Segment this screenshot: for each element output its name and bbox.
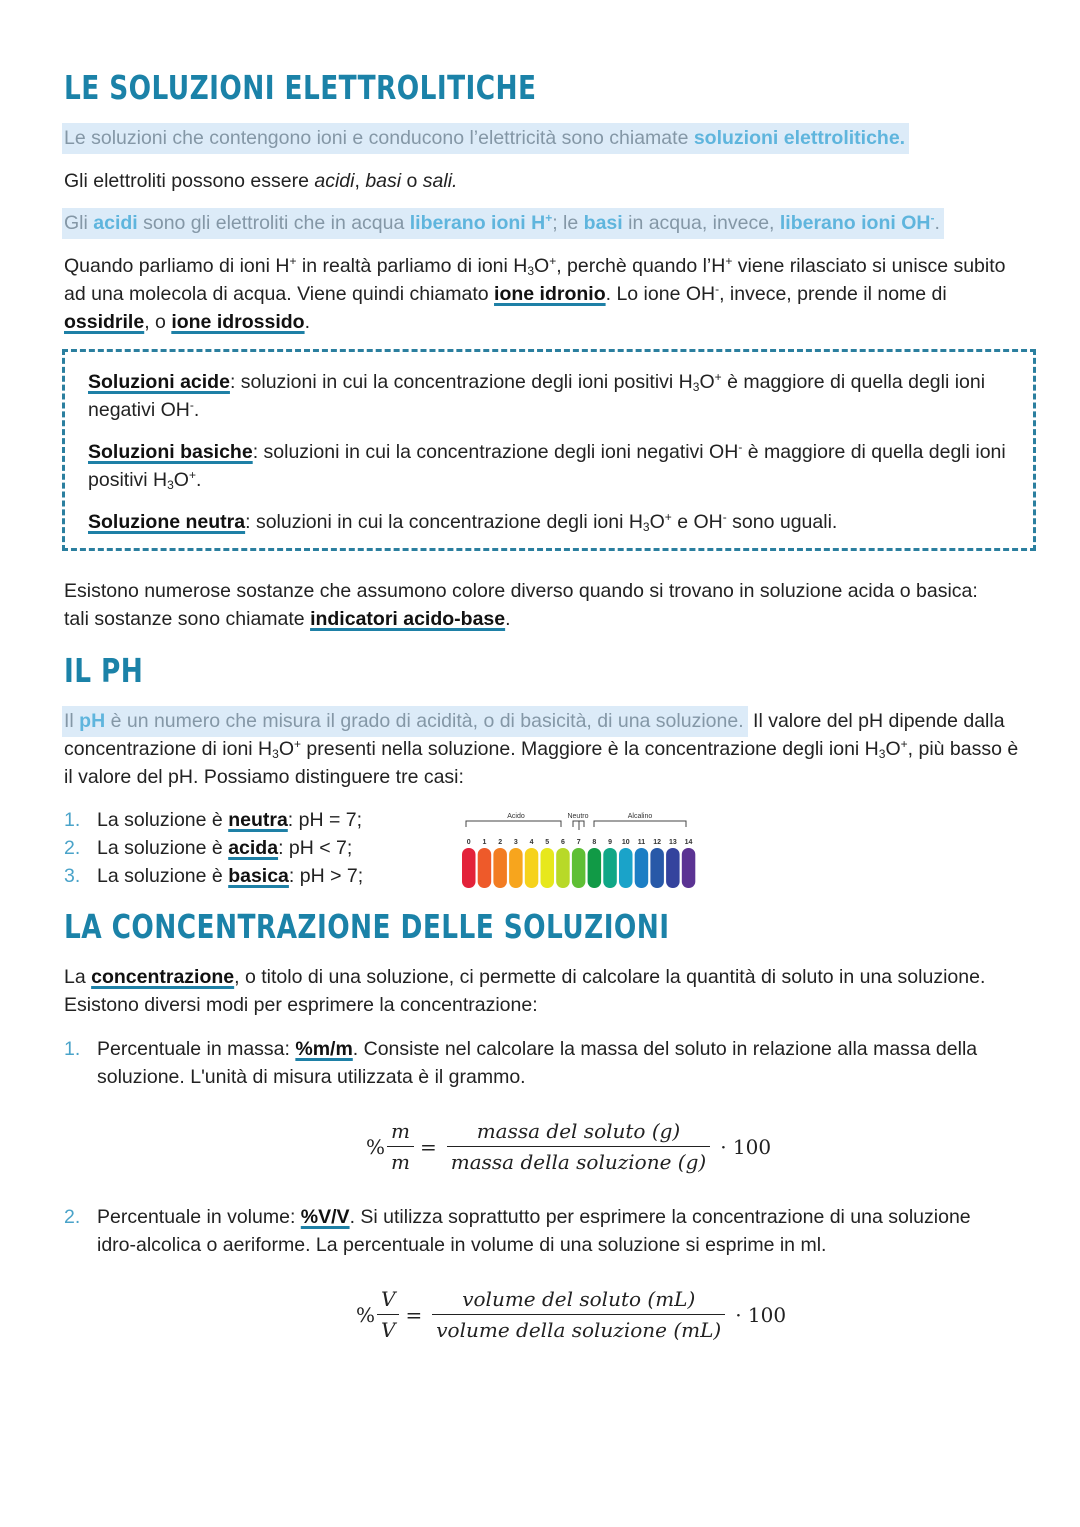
ph-tube (478, 848, 492, 888)
ph-number: 13 (668, 839, 677, 846)
formula-percentuale-volume: % $\frac{V}{V}$ = $\frac{\text{volume del soluto (mL)}}{\text{volume della soluzione (mL)}}$ · 100 (356, 1287, 787, 1342)
paragraph-concentrazione: La concentrazione, o titolo di una soluzione, ci permette di calcolare la quantità di soluto in una soluzione. Esistono diversi modi per esprimere la concentrazione: (64, 966, 986, 1016)
definition-soluzioni-basiche: Soluzioni basiche: soluzioni in cui la concentrazione degli ioni negativi OH- è maggiore di quella degli ioni positivi $H_3O^+$. (88, 440, 1006, 492)
ph-label-acido: Acido (507, 813, 525, 820)
list-item-percentuale-volume: 2. Percentuale in volume: %V/V. Si utilizza soprattutto per esprimere la concentrazione di una soluzione idro-alcolica o aeriforme. La percentuale in volume di una soluzione si esprime in ml. (64, 1206, 971, 1256)
ph-number: 12 (653, 839, 662, 846)
ph-number: 10 (621, 839, 630, 846)
ph-tube (650, 848, 664, 888)
ph-tube (525, 848, 539, 888)
term-ione-idronio: ione idronio (494, 283, 606, 305)
term-concentrazione: concentrazione (91, 966, 235, 988)
paragraph-indicatori: Esistono numerose sostanze che assumono colore diverso quando si trovano in soluzione acida o basica: tali sostanze sono chiamate indicatori acido-base. (64, 580, 978, 630)
paragraph-hydronium: Quando parliamo di ioni H+ in realtà parliamo di ioni $H_3O^+$, perchè quando l’H+ viene rilasciato si unisce subito ad una molecola di acqua. Viene quindi chiamato ione idronio. Lo ione OH-, invece, prende il nome di ossidrile, o ione idrossido. (64, 254, 1006, 333)
ph-scale-illustration (456, 806, 701, 892)
ph-tube (635, 848, 649, 888)
term-ione-idrossido: ione idrossido (171, 311, 305, 333)
highlight-acids-bases: Gli acidi sono gli elettroliti che in acqua liberano ioni H+; le basi in acqua, invece, liberano ioni OH-. (62, 208, 944, 239)
formula-percentuale-massa: % $\frac{m}{m}$ = $\frac{\text{massa del soluto (g)}}{\text{massa della soluzione (g)}}$ · 100 (366, 1119, 772, 1174)
ph-label-alcalino: Alcalino (627, 813, 653, 820)
definition-soluzione-neutra: Soluzione neutra: soluzioni in cui la concentrazione degli ioni $H_3O^+$ e OH- sono uguali. (88, 510, 838, 534)
ph-brackets (466, 821, 686, 830)
ph-number: 11 (637, 839, 646, 846)
list-item-neutra: 1. La soluzione è neutra: pH = 7; (64, 809, 363, 831)
list-item-basica: 3. La soluzione è basica: pH > 7; (64, 865, 364, 887)
ph-number: 8 (592, 839, 597, 846)
paragraph-electrolyte-types: Gli elettroliti possono essere acidi, basi o sali. (64, 170, 458, 192)
term-ossidrile: ossidrile (64, 311, 145, 333)
section-title-concentrazione: LA CONCENTRAZIONE DELLE SOLUZIONI (64, 907, 670, 946)
definition-soluzioni-acide: Soluzioni acide: soluzioni in cui la concentrazione degli ioni positivi $H_3O^+$ è maggiore di quella degli ioni negativi OH-. (88, 370, 986, 421)
ph-tube (603, 848, 617, 888)
paragraph-ph-definition: Il pH è un numero che misura il grado di acidità, o di basicità, di una soluzione. Il valore del pH dipende dalla concentrazione di ioni $H_3O^+$ presenti nella soluzione. Maggiore è la concentrazione degli ioni $H_3O^+$, più basso è il valore del pH. Possiamo distinguere tre casi: (64, 707, 1024, 791)
ph-label-neutro: Neutro (567, 813, 589, 820)
list-item-acida: 2. La soluzione è acida: pH < 7; (64, 837, 353, 859)
ph-tube (666, 848, 680, 888)
list-item-percentuale-massa: 1. Percentuale in massa: %m/m. Consiste nel calcolare la massa del soluto in relazione alla massa della soluzione. L'unità di misura utilizzata è il grammo. (64, 1038, 978, 1088)
ph-tube (541, 848, 555, 888)
section-title-ph: IL PH (64, 651, 144, 690)
ph-tube (619, 848, 633, 888)
ph-tube (493, 848, 507, 888)
ph-tube (509, 848, 522, 888)
ph-tube (572, 848, 586, 888)
ph-number: 2 (498, 839, 503, 846)
ph-tube (682, 848, 696, 888)
ph-tube (588, 848, 602, 888)
section-title-soluzioni-elettrolitiche: LE SOLUZIONI ELETTROLITICHE (64, 68, 537, 107)
paragraph-definition-electrolytes (64, 124, 1024, 152)
ph-number: 1 (482, 839, 487, 846)
ph-number: 5 (545, 839, 550, 846)
ph-number: 7 (576, 839, 581, 846)
term-indicatori-acido-base: indicatori acido-base (310, 608, 506, 630)
ph-number: 4 (529, 839, 534, 846)
ph-tube (462, 848, 476, 888)
ph-tube (556, 848, 570, 888)
ph-number: 3 (513, 839, 518, 846)
paragraph-acids-bases (64, 209, 1024, 237)
ph-number: 0 (466, 839, 471, 846)
ph-number: 9 (608, 839, 613, 846)
highlight-electrolytes: Le soluzioni che contengono ioni e conducono l’elettricità sono chiamate soluzioni elettrolitiche. (62, 123, 909, 154)
ph-number: 6 (560, 839, 565, 846)
highlight-ph: Il pH è un numero che misura il grado di acidità, o di basicità, di una soluzione. (62, 706, 748, 737)
ph-number: 14 (684, 839, 693, 846)
